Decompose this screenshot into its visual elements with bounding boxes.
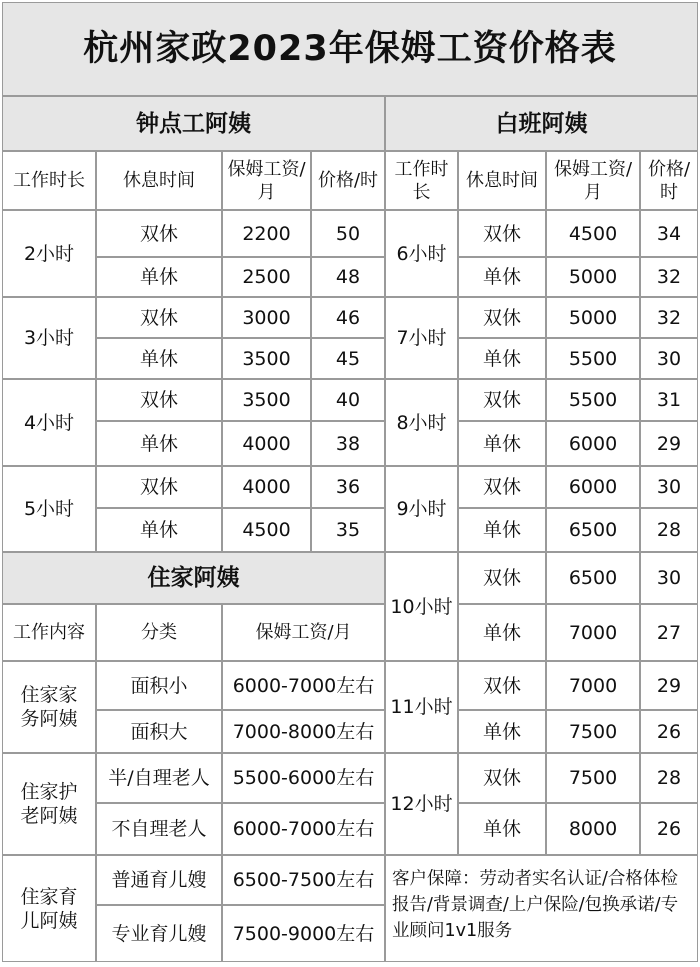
livein-salary-cell: 7500-9000左右	[222, 905, 385, 962]
daytime-rest-cell: 双休	[458, 661, 546, 710]
daytime-rest-cell: 单休	[458, 421, 546, 466]
livein-column-header: 工作内容	[2, 604, 96, 661]
livein-category-cell: 半/自理老人	[96, 753, 222, 803]
daytime-duration-cell: 11小时	[385, 661, 458, 753]
livein-category-cell: 面积大	[96, 710, 222, 753]
daytime-salary-cell: 7000	[546, 604, 640, 661]
daytime-rest-cell: 双休	[458, 297, 546, 338]
hourly-salary-cell: 4000	[222, 466, 311, 508]
daytime-price-cell: 29	[640, 661, 698, 710]
hourly-column-header: 价格/时	[311, 151, 385, 210]
daytime-rest-cell: 双休	[458, 753, 546, 803]
daytime-rest-cell: 单休	[458, 604, 546, 661]
hourly-price-cell: 45	[311, 338, 385, 379]
daytime-duration-cell: 7小时	[385, 297, 458, 379]
daytime-column-header: 价格/时	[640, 151, 698, 210]
hourly-rest-cell: 双休	[96, 466, 222, 508]
daytime-column-header: 休息时间	[458, 151, 546, 210]
hourly-salary-cell: 4000	[222, 421, 311, 466]
daytime-salary-cell: 5500	[546, 379, 640, 421]
hourly-price-cell: 40	[311, 379, 385, 421]
livein-column-header: 保姆工资/月	[222, 604, 385, 661]
daytime-rest-cell: 单休	[458, 803, 546, 855]
daytime-salary-cell: 7000	[546, 661, 640, 710]
hourly-column-header: 保姆工资/月	[222, 151, 311, 210]
hourly-price-cell: 36	[311, 466, 385, 508]
daytime-rest-cell: 单休	[458, 257, 546, 297]
livein-category-cell: 面积小	[96, 661, 222, 710]
daytime-salary-cell: 8000	[546, 803, 640, 855]
daytime-duration-cell: 6小时	[385, 210, 458, 297]
livein-category-cell: 普通育儿嫂	[96, 855, 222, 905]
daytime-salary-cell: 5000	[546, 297, 640, 338]
hourly-rest-cell: 双休	[96, 297, 222, 338]
daytime-column-header: 保姆工资/月	[546, 151, 640, 210]
hourly-salary-cell: 3500	[222, 379, 311, 421]
daytime-price-cell: 26	[640, 803, 698, 855]
hourly-rest-cell: 单休	[96, 508, 222, 552]
hourly-duration-cell: 2小时	[2, 210, 96, 297]
livein-salary-cell: 6500-7500左右	[222, 855, 385, 905]
daytime-price-cell: 29	[640, 421, 698, 466]
livein-salary-cell: 7000-8000左右	[222, 710, 385, 753]
hourly-duration-cell: 3小时	[2, 297, 96, 379]
livein-category-cell: 不自理老人	[96, 803, 222, 855]
daytime-rest-cell: 单休	[458, 508, 546, 552]
hourly-rest-cell: 双休	[96, 210, 222, 257]
livein-type-cell: 住家护老阿姨	[2, 753, 96, 855]
hourly-price-cell: 35	[311, 508, 385, 552]
hourly-price-cell: 50	[311, 210, 385, 257]
livein-category-cell: 专业育儿嫂	[96, 905, 222, 962]
hourly-rest-cell: 双休	[96, 379, 222, 421]
daytime-salary-cell: 5000	[546, 257, 640, 297]
daytime-price-cell: 31	[640, 379, 698, 421]
hourly-salary-cell: 2500	[222, 257, 311, 297]
livein-salary-cell: 5500-6000左右	[222, 753, 385, 803]
hourly-duration-cell: 5小时	[2, 466, 96, 552]
hourly-salary-cell: 3500	[222, 338, 311, 379]
livein-salary-cell: 6000-7000左右	[222, 803, 385, 855]
daytime-price-cell: 32	[640, 257, 698, 297]
hourly-price-cell: 38	[311, 421, 385, 466]
livein-type-cell: 住家育儿阿姨	[2, 855, 96, 962]
daytime-rest-cell: 双休	[458, 466, 546, 508]
hourly-rest-cell: 单休	[96, 338, 222, 379]
section-heading-hourly: 钟点工阿姨	[2, 96, 385, 151]
daytime-salary-cell: 6500	[546, 552, 640, 604]
daytime-price-cell: 30	[640, 552, 698, 604]
daytime-price-cell: 30	[640, 338, 698, 379]
daytime-rest-cell: 双休	[458, 379, 546, 421]
hourly-column-header: 工作时长	[2, 151, 96, 210]
daytime-price-cell: 28	[640, 508, 698, 552]
livein-salary-cell: 6000-7000左右	[222, 661, 385, 710]
hourly-salary-cell: 4500	[222, 508, 311, 552]
guarantee-note: 客户保障：劳动者实名认证/合格体检报告/背景调查/上户保险/包换承诺/专业顾问1v1服务	[385, 855, 698, 962]
daytime-rest-cell: 双休	[458, 552, 546, 604]
daytime-salary-cell: 6500	[546, 508, 640, 552]
livein-type-cell: 住家家务阿姨	[2, 661, 96, 753]
daytime-salary-cell: 6000	[546, 466, 640, 508]
daytime-duration-cell: 10小时	[385, 552, 458, 661]
daytime-price-cell: 28	[640, 753, 698, 803]
hourly-rest-cell: 单休	[96, 257, 222, 297]
daytime-price-cell: 30	[640, 466, 698, 508]
daytime-price-cell: 27	[640, 604, 698, 661]
daytime-salary-cell: 7500	[546, 753, 640, 803]
hourly-price-cell: 48	[311, 257, 385, 297]
daytime-salary-cell: 4500	[546, 210, 640, 257]
daytime-duration-cell: 9小时	[385, 466, 458, 552]
daytime-duration-cell: 12小时	[385, 753, 458, 855]
daytime-salary-cell: 6000	[546, 421, 640, 466]
section-heading-daytime: 白班阿姨	[385, 96, 698, 151]
livein-column-header: 分类	[96, 604, 222, 661]
daytime-duration-cell: 8小时	[385, 379, 458, 466]
daytime-price-cell: 34	[640, 210, 698, 257]
daytime-salary-cell: 5500	[546, 338, 640, 379]
daytime-rest-cell: 双休	[458, 210, 546, 257]
daytime-rest-cell: 单休	[458, 338, 546, 379]
daytime-price-cell: 26	[640, 710, 698, 753]
daytime-price-cell: 32	[640, 297, 698, 338]
hourly-duration-cell: 4小时	[2, 379, 96, 466]
hourly-price-cell: 46	[311, 297, 385, 338]
daytime-rest-cell: 单休	[458, 710, 546, 753]
hourly-salary-cell: 3000	[222, 297, 311, 338]
hourly-salary-cell: 2200	[222, 210, 311, 257]
page-title: 杭州家政2023年保姆工资价格表	[2, 2, 698, 96]
section-heading-livein: 住家阿姨	[2, 552, 385, 604]
hourly-rest-cell: 单休	[96, 421, 222, 466]
daytime-column-header: 工作时长	[385, 151, 458, 210]
daytime-salary-cell: 7500	[546, 710, 640, 753]
hourly-column-header: 休息时间	[96, 151, 222, 210]
